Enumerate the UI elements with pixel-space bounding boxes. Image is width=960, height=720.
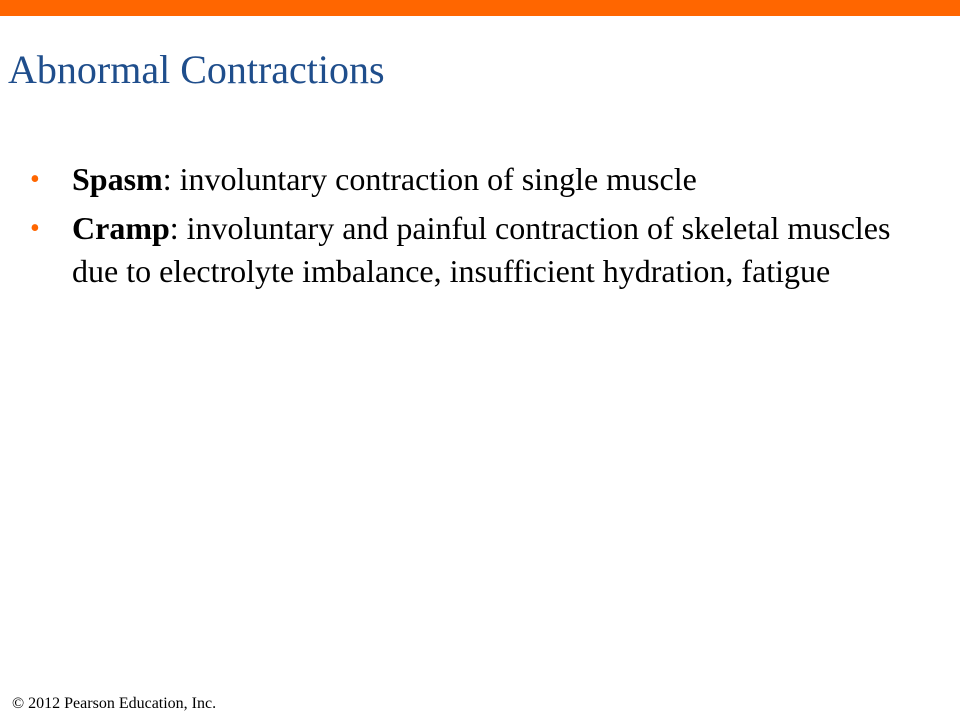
- top-accent-bar: [0, 0, 960, 16]
- copyright-footer: © 2012 Pearson Education, Inc.: [12, 695, 217, 712]
- definition-spasm: : involuntary contraction of single muscle: [162, 161, 697, 197]
- bullet-list: [30, 158, 910, 299]
- bullet-dot-icon: •: [30, 213, 40, 244]
- bullet-item-cramp: [30, 207, 910, 293]
- slide-title: Abnormal Contractions: [8, 47, 385, 92]
- term-cramp: Cramp: [72, 210, 170, 246]
- definition-cramp: : involuntary and painful contraction of skeletal muscles due to electrolyte imbalance, insufficient hydration, fatigue: [72, 210, 891, 289]
- term-spasm: Spasm: [72, 161, 163, 197]
- bullet-dot-icon: •: [30, 164, 40, 195]
- bullet-item-spasm: [30, 158, 910, 201]
